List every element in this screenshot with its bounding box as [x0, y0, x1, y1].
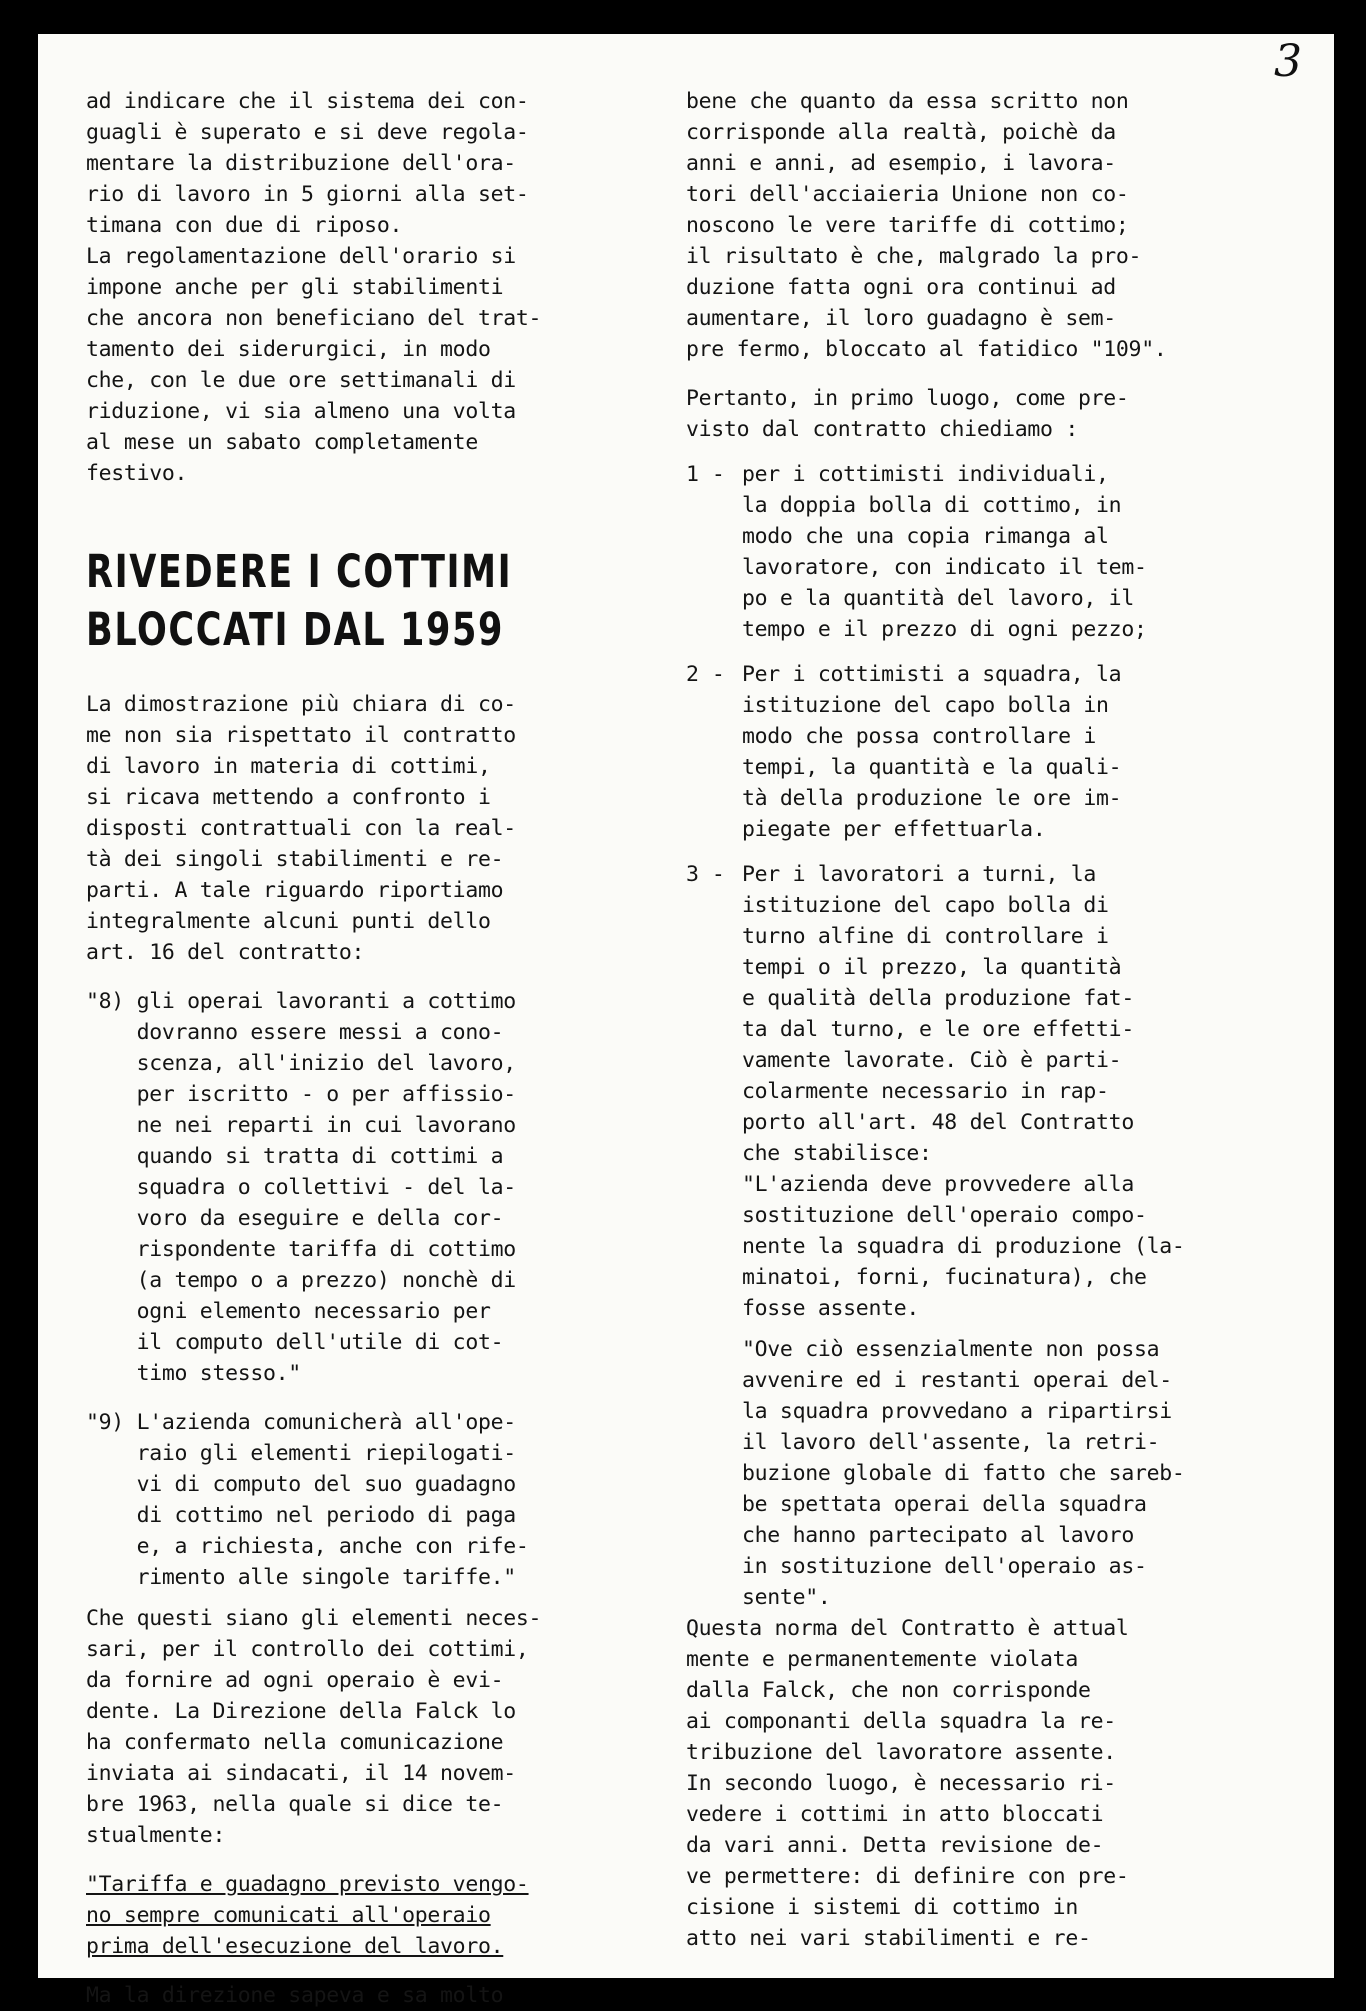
left-closing-line: Ma la direzione sapeva e sa molto	[86, 1983, 504, 2008]
right-conclusion-paragraph: Questa norma del Contratto è attual mente e permanentemente violata dalla Falck, che non corrisponde ai componanti della squadra la re- tribuzione del lavoratore assente. In secondo luogo, è necessario ri- vedere i cottimi in atto bloccati da vari anni. Detta revisione de- ve permettere: di definire con pre- cisione i sistemi di cottimo in atto nei vari stabilimenti e re-	[686, 1616, 1129, 1951]
art48-quote-block	[742, 1169, 1296, 1613]
demand-item-number: 3 -	[686, 862, 725, 887]
art48-quote-paragraph-1: "L'azienda deve provvedere alla sostituzione dell'operaio compo- nente la squadra di produzione (la- minatoi, forni, fucinatura), che fosse assente.	[742, 1172, 1185, 1321]
document-page	[38, 34, 1334, 2008]
demand-item	[686, 459, 1296, 645]
right-column	[686, 86, 1296, 1954]
contract-clause-9: "9) L'azienda comunicherà all'ope- raio gli elementi riepilogati- vi di computo del suo guadagno di cottimo nel periodo di paga e, a richiesta, anche con rife- rimento alle singole tariffe."	[86, 1410, 529, 1590]
right-intro-paragraph: bene che quanto da essa scritto non corrisponde alla realtà, poichè da anni e anni, ad esempio, i lavora- tori dell'acciaieria Unione non co- noscono le vere tariffe di cottimo; il risultato è che, malgrado la pro- duzione fatta ogni ora continui ad aumentare, il loro guadagno è sem- pre fermo, bloccato al fatidico "109".	[686, 89, 1167, 362]
demand-lead: Pertanto, in primo luogo, come pre- visto dal contratto chiediamo :	[686, 386, 1129, 442]
left-body-paragraph-2: Che questi siano gli elementi neces- sari, per il controllo dei cottimi, da fornire ad ogni operaio è evi- dente. La Direzione della Falck lo ha confermato nella comunicazione inviata ai sindacati, il 14 novem- bre 1963, nella quale si dice te- stualmente:	[86, 1606, 542, 1848]
left-intro-paragraph: ad indicare che il sistema dei con- guagli è superato e si deve regola- mentare la distribuzione dell'ora- rio di lavoro in 5 giorni alla set- timana con due di riposo. La regolamentazione dell'orario si impone anche per gli stabilimenti che ancora non beneficiano del trat- tamento dei siderurgici, in modo che, con le due ore settimanali di riduzione, vi sia almeno una volta al mese un sabato completamente festivo.	[86, 89, 542, 486]
demand-item-number: 1 -	[686, 462, 725, 487]
demand-item-text: per i cottimisti individuali, la doppia bolla di cottimo, in modo che una copia rimanga al lavoratore, con indicato il tem- po e la quantità del lavoro, il tempo e il prezzo di ogni pezzo;	[742, 462, 1147, 642]
art48-quote-paragraph-2: "Ove ciò essenzialmente non possa avvenire ed i restanti operai del- la squadra provvedano a ripartirsi il lavoro dell'assente, la retri- buzione globale di fatto che sareb- be spettata operai della squadra che hanno partecipato al lavoro in sostituzione dell'operaio as- sente".	[742, 1337, 1185, 1610]
demand-item	[686, 659, 1296, 845]
demand-item	[686, 859, 1296, 1169]
demand-item-number: 2 -	[686, 662, 725, 687]
left-body-paragraph-1: La dimostrazione più chiara di co- me non sia rispettato il contratto di lavoro in materia di cottimi, si ricava mettendo a confronto i disposti contrattuali con la real- tà dei singoli stabilimenti e re- parti. A tale riguardo riportiamo integralmente alcuni punti dello art. 16 del contratto:	[86, 692, 516, 965]
falck-quote: "Tariffa e guadagno previsto vengo- no sempre comunicati all'operaio prima dell'esecuzione del lavoro.	[86, 1872, 529, 1959]
contract-clause-8: "8) gli operai lavoranti a cottimo dovranno essere messi a cono- scenza, all'inizio del lavoro, per iscritto - o per affissio- ne nei reparti in cui lavorano quando si tratta di cottimi a squadra o collettivi - del la- voro da eseguire e della cor- rispondente tariffa di cottimo (a tempo o a prezzo) nonchè di ogni elemento necessario per il computo dell'utile di cot- timo stesso."	[86, 989, 516, 1386]
demand-item-text: Per i cottimisti a squadra, la istituzione del capo bolla in modo che possa controllare i tempi, la quantità e la quali- tà della produzione le ore im- piegate per effettuarla.	[742, 662, 1122, 842]
left-column	[86, 86, 656, 2011]
demand-item-text: Per i lavoratori a turni, la istituzione del capo bolla di turno alfine di controllare i tempi o il prezzo, la quantità e qualità della produzione fat- ta dal turno, e le ore effetti- vamente lavorate. Ciò è parti- colarmente necessario in rap- porto all'art. 48 del Contratto che stabilisce:	[742, 862, 1134, 1166]
page-number: 3	[1274, 36, 1302, 87]
section-headline: RIVEDERE I COTTIMI BLOCCATI DAL 1959	[86, 545, 513, 656]
